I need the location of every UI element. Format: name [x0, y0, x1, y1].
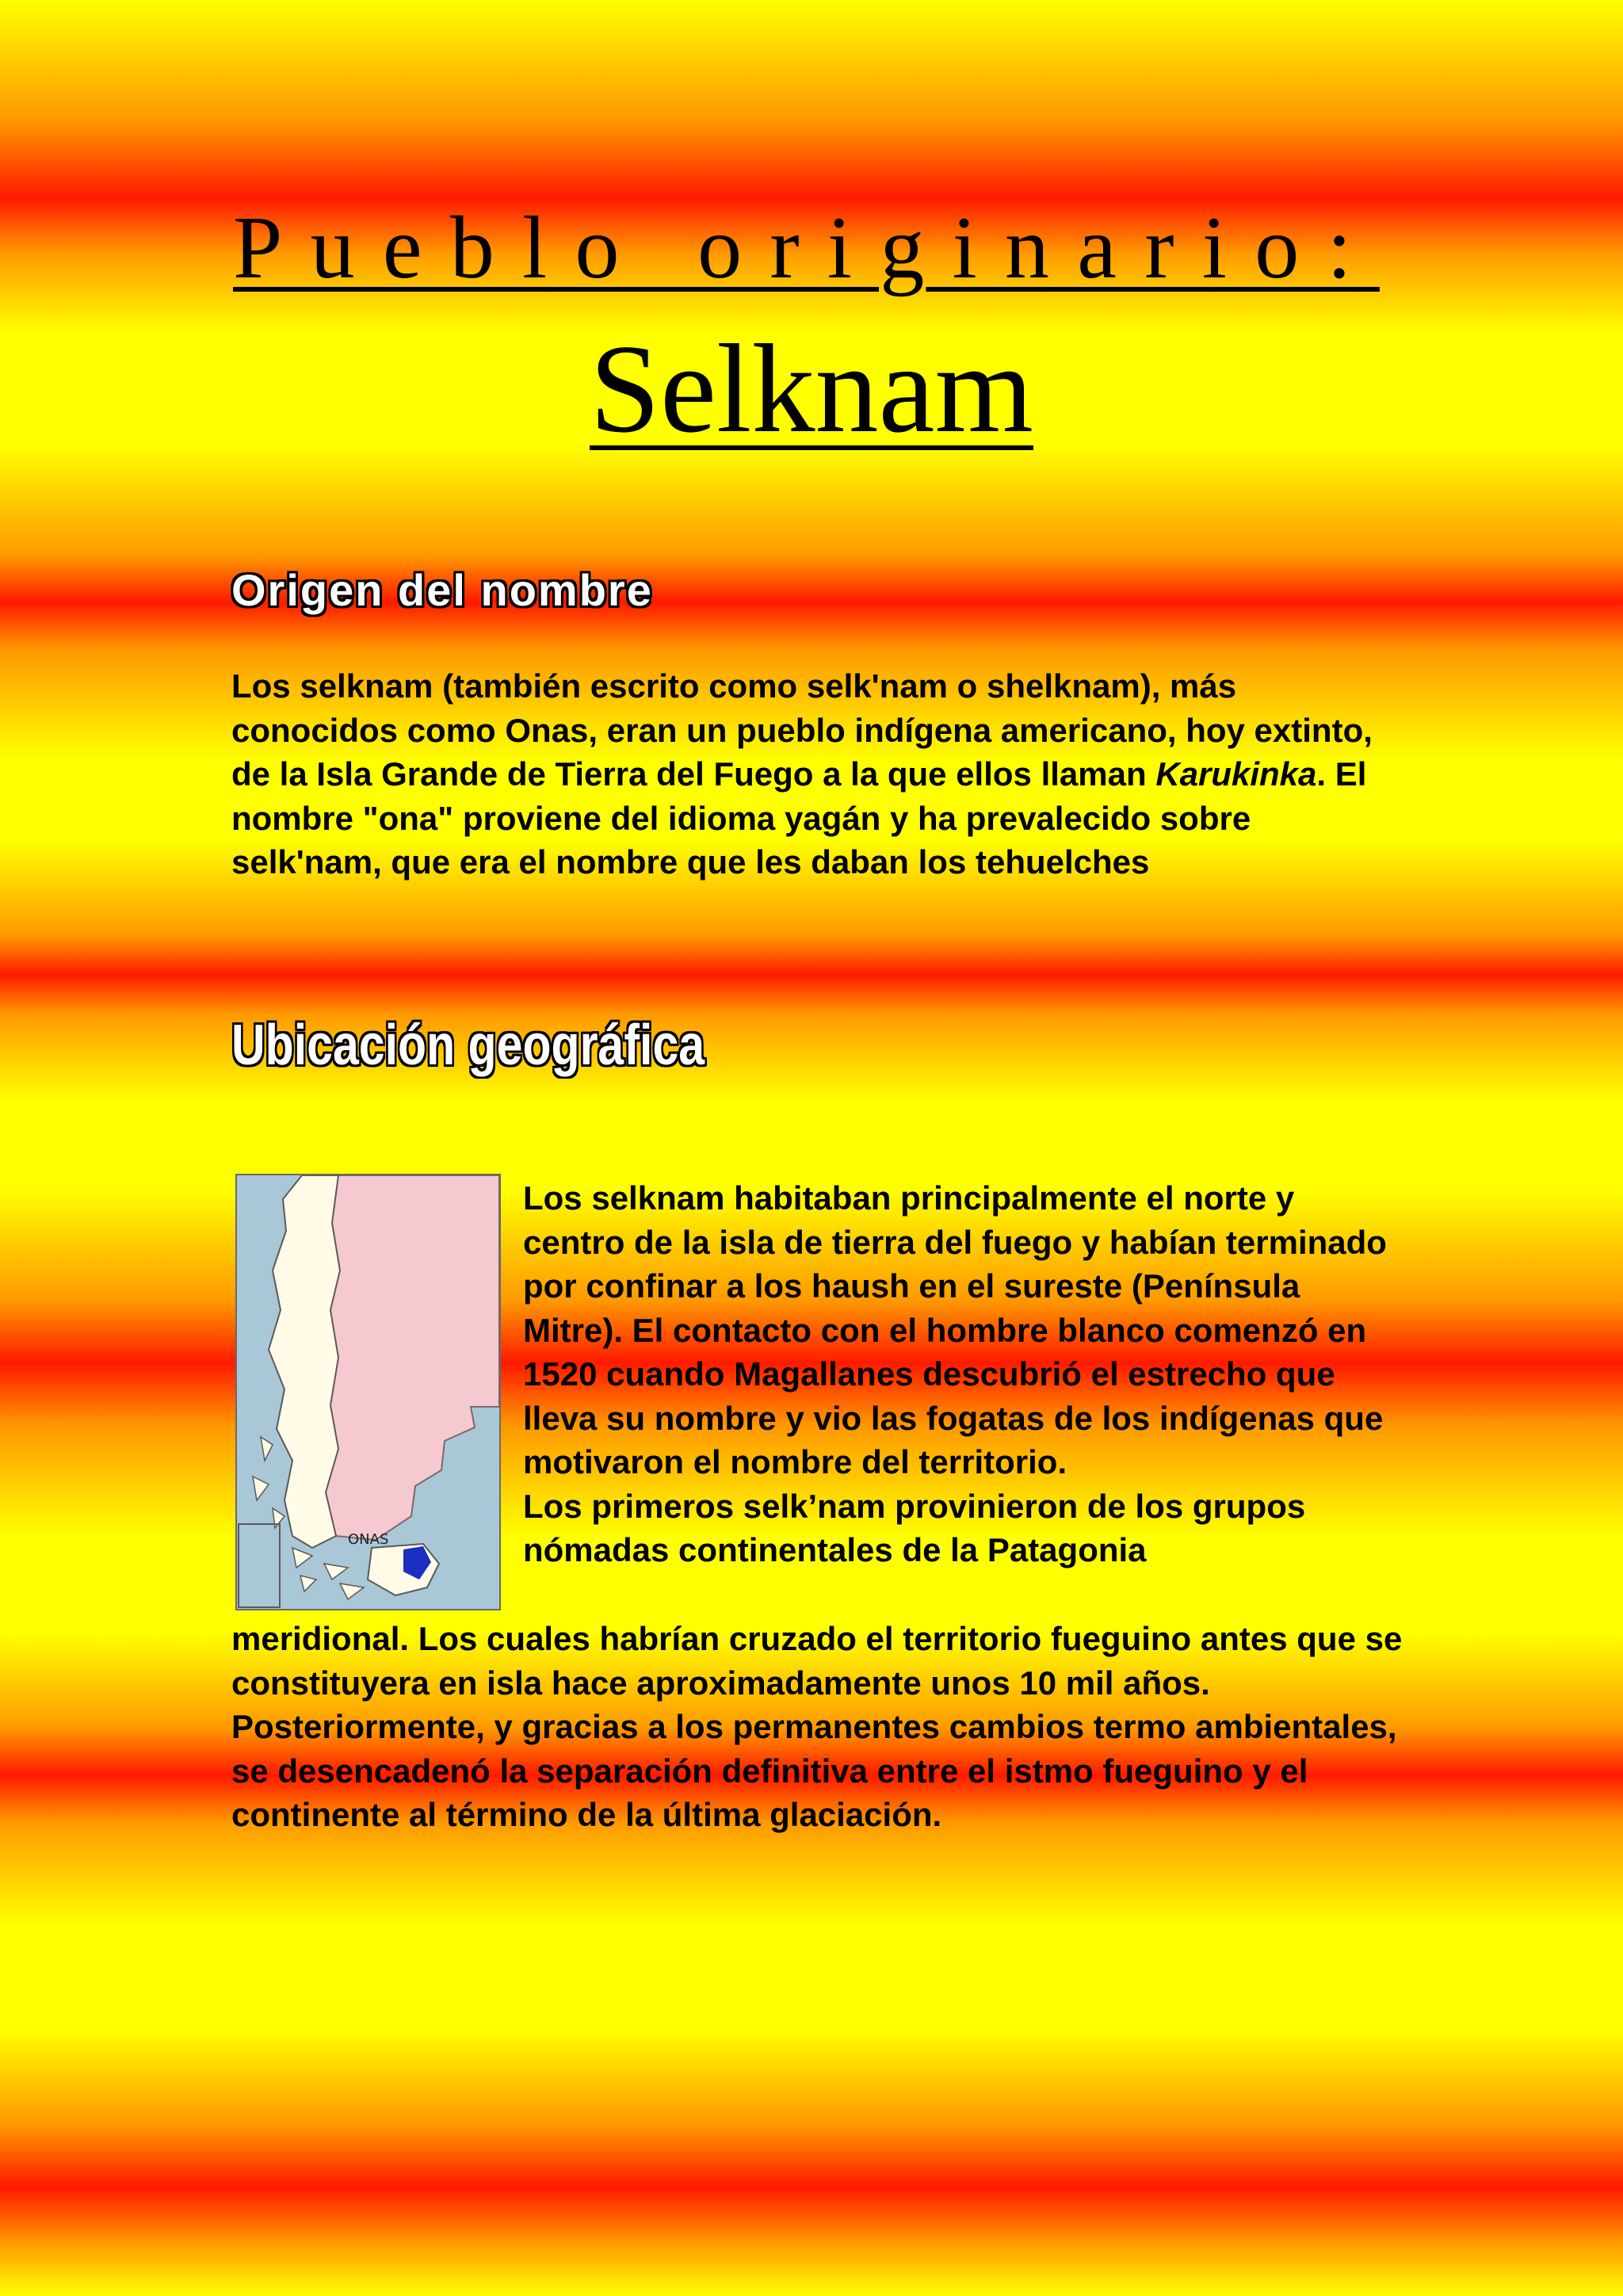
paragraph-origen — [231, 664, 1396, 884]
paragraph-ubicacion — [523, 1176, 1403, 1572]
ubicacion-paragraph-2-rest: meridional. Los cuales habrían cruzado el territorio fueguino antes que se constituyera en isla hace aproximadamente unos 10 mil años. — [231, 1620, 1403, 1702]
heading-origen: Origen del nombre — [231, 565, 653, 615]
map-label-onas: ONAS — [348, 1531, 389, 1548]
page-title-line2: Selknam — [590, 318, 1033, 459]
paragraph-ubicacion-continued — [231, 1617, 1404, 1837]
page-title-line1: Pueblo originario: — [233, 199, 1380, 297]
origen-text-before: Los selknam (también escrito como selk'nam o shelknam), más conocidos como Onas, eran un pueblo indígena americano, hoy extinto, de la Isla Grande de Tierra del Fuego a la que ellos llaman — [231, 667, 1373, 793]
origen-italic-term: Karukinka — [1155, 755, 1317, 793]
ubicacion-paragraph-2-start: Los primeros selk’nam provinieron de los grupos nómadas continentales de la Patagonia — [523, 1487, 1306, 1568]
patagonia-map-image — [235, 1174, 501, 1610]
heading-ubicacion: Ubicación geográfica — [231, 1014, 705, 1077]
origen-text-after: . El nombre "ona" proviene del idioma yagán y ha prevalecido sobre selk'nam, que era el nombre que les daban los tehuelches — [231, 755, 1367, 881]
ubicacion-paragraph-1: Los selknam habitaban principalmente el norte y centro de la isla de tierra del fuego y habían terminado por confinar a los haush en el sureste (Península Mitre). El contacto con el hombre blanco comenzó en 1520 cuando Magallanes descubrió el estrecho que lleva su nombre y vio las fogatas de los indígenas que motivaron el nombre del territorio. — [523, 1179, 1387, 1480]
ubicacion-paragraph-3: Posteriormente, y gracias a los permanentes cambios termo ambientales, se desencadenó la separación definitiva entre el istmo fueguino y el continente al término de la última glaciación. — [231, 1708, 1397, 1833]
patagonia-map-svg — [237, 1175, 499, 1609]
